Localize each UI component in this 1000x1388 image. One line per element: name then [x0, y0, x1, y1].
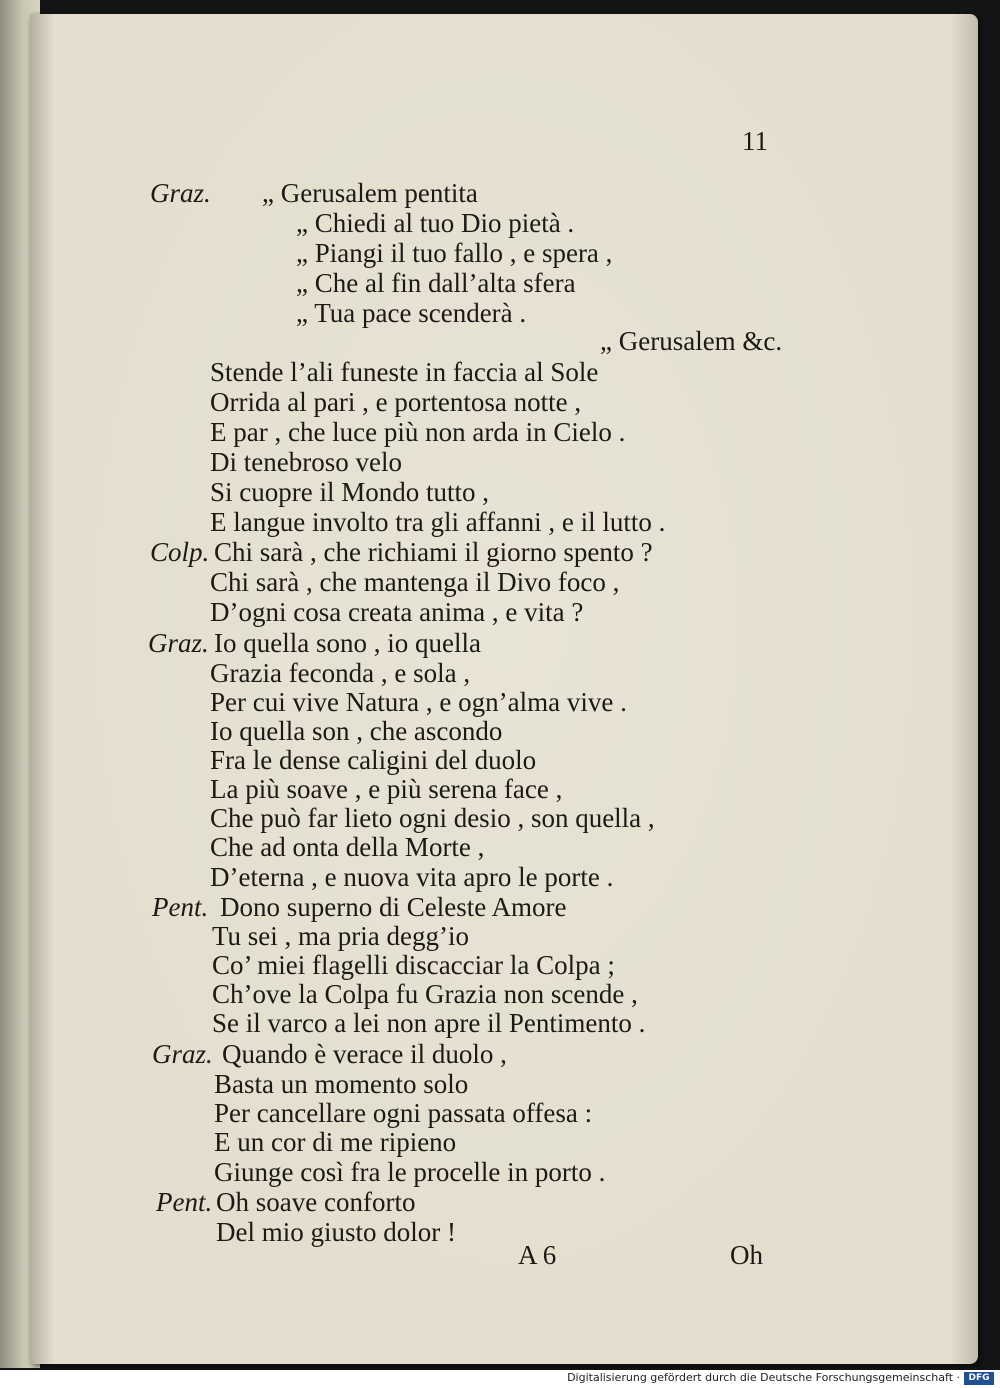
- book-page: [30, 14, 978, 1364]
- verse-line: Si cuopre il Mondo tutto ,: [210, 477, 489, 507]
- catchword: Oh: [730, 1240, 763, 1270]
- verse-line: E un cor di me ripieno: [214, 1127, 457, 1157]
- verse-line: Per cui vive Natura , e ogn’alma vive .: [210, 687, 627, 717]
- verse-line: Di tenebroso velo: [210, 447, 402, 477]
- signature-mark: A 6: [518, 1240, 557, 1270]
- page-number: 11: [742, 126, 768, 156]
- verse-line: Giunge così fra le procelle in porto .: [214, 1157, 606, 1187]
- verse-line: Stende l’ali funeste in faccia al Sole: [210, 357, 599, 387]
- speaker-label: Graz.: [150, 178, 211, 208]
- verse-line: Oh soave conforto: [216, 1187, 416, 1217]
- footer-credit: Digitalisierung gefördert durch die Deutsche Forschungsgemeinschaft ·: [567, 1371, 960, 1384]
- speaker-label: Colp.: [150, 537, 210, 567]
- verse-line: Io quella son , che ascondo: [210, 716, 503, 746]
- dfg-logo: DFG: [964, 1372, 994, 1385]
- verse-line: „ Che al fin dall’alta sfera: [296, 268, 576, 298]
- verse-line: Che può far lieto ogni desio , son quella ,: [210, 803, 655, 833]
- speaker-label: Graz.: [152, 1039, 213, 1069]
- verse-line: Chi sarà , che richiami il giorno spento ?: [214, 537, 653, 567]
- verse-line: E langue involto tra gli affanni , e il lutto .: [210, 507, 666, 537]
- verse-line: Del mio giusto dolor !: [216, 1217, 456, 1247]
- verse-line: Dono superno di Celeste Amore: [220, 892, 567, 922]
- verse-line: Orrida al pari , e portentosa notte ,: [210, 387, 582, 417]
- verse-line: „ Tua pace scenderà .: [296, 298, 527, 328]
- verse-line: Quando è verace il duolo ,: [222, 1039, 507, 1069]
- verse-line: La più soave , e più serena face ,: [210, 774, 563, 804]
- verse-line: D’eterna , e nuova vita apro le porte .: [210, 862, 614, 892]
- verse-line: Grazia feconda , e sola ,: [210, 658, 471, 688]
- verse-line: Tu sei , ma pria degg’io: [212, 921, 469, 951]
- speaker-label: Graz.: [148, 628, 209, 658]
- verse-line: Ch’ove la Colpa fu Grazia non scende ,: [212, 979, 638, 1009]
- verse-line: Co’ miei flagelli discacciar la Colpa ;: [212, 950, 615, 980]
- verse-line: „ Gerusalem &c.: [600, 326, 783, 356]
- verse-line: Fra le dense caligini del duolo: [210, 745, 537, 775]
- verse-line: Chi sarà , che mantenga il Divo foco ,: [210, 567, 620, 597]
- verse-line: „ Chiedi al tuo Dio pietà .: [296, 208, 575, 238]
- verse-line: „ Gerusalem pentita: [262, 178, 478, 208]
- verse-line: Basta un momento solo: [214, 1069, 469, 1099]
- verse-line: Io quella sono , io quella: [214, 628, 481, 658]
- verse-line: „ Piangi il tuo fallo , e spera ,: [296, 238, 613, 268]
- verse-line: D’ogni cosa creata anima , e vita ?: [210, 597, 584, 627]
- verse-line: Se il varco a lei non apre il Pentimento .: [212, 1008, 646, 1038]
- verse-line: E par , che luce più non arda in Cielo .: [210, 417, 626, 447]
- digitization-footer: [0, 1370, 1000, 1388]
- verse-line: Che ad onta della Morte ,: [210, 832, 485, 862]
- verse-line: Per cancellare ogni passata offesa :: [214, 1098, 593, 1128]
- speaker-label: Pent.: [156, 1187, 213, 1217]
- speaker-label: Pent.: [152, 892, 209, 922]
